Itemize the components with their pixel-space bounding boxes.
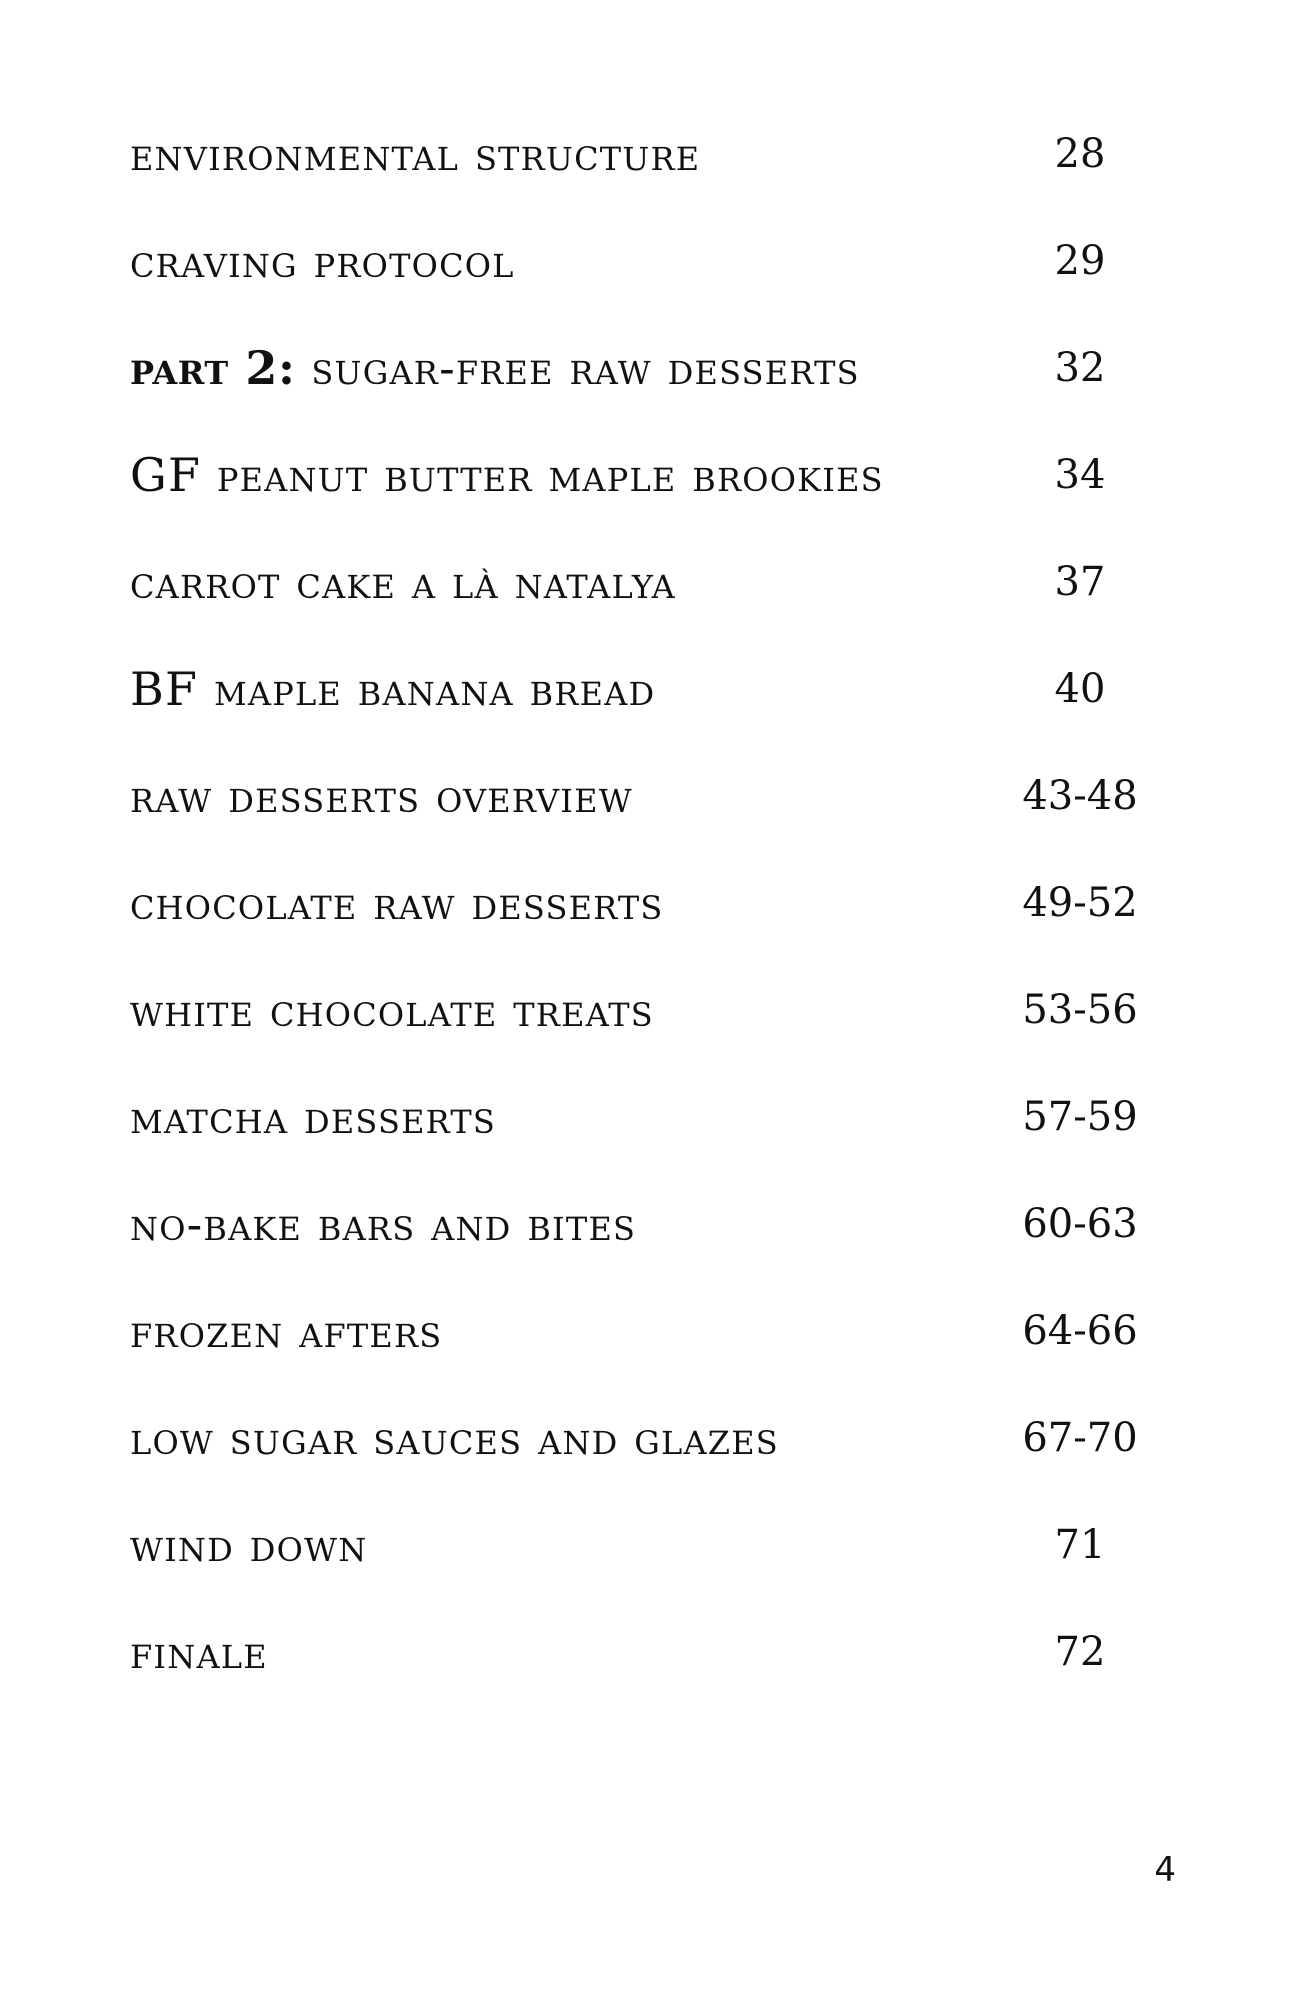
toc-entry-title: frozen afters bbox=[130, 1304, 443, 1358]
toc-entry-craving-protocol bbox=[0, 207, 1294, 315]
toc-entry-low-sugar-sauces-and-glazes bbox=[0, 1384, 1294, 1492]
toc-entry-title: BF maple banana bread bbox=[130, 662, 656, 716]
toc-entry-page: 29 bbox=[1054, 238, 1106, 284]
toc-entry-title: environmental structure bbox=[130, 127, 701, 181]
toc-entry-page: 64-66 bbox=[1022, 1308, 1138, 1354]
toc-entry-title: finale bbox=[130, 1625, 268, 1679]
toc-entry-title bbox=[130, 342, 1010, 394]
part-title: sugar-free raw desserts bbox=[295, 341, 860, 395]
toc-entry-wind-down bbox=[0, 1491, 1294, 1599]
toc-entry-title: low sugar sauces and glazes bbox=[130, 1411, 779, 1465]
toc-entry-page: 67-70 bbox=[1022, 1415, 1138, 1461]
toc-entry-white-chocolate-treats bbox=[0, 956, 1294, 1064]
toc-entry-part-2 bbox=[0, 314, 1294, 422]
toc-entry-page: 43-48 bbox=[1022, 773, 1138, 819]
toc-entry-title: wind down bbox=[130, 1518, 368, 1572]
toc-entry-page: 37 bbox=[1054, 559, 1106, 605]
toc-entry-title: craving protocol bbox=[130, 234, 515, 288]
toc-entry-title: GF peanut butter maple brookies bbox=[130, 448, 884, 502]
part-label: part 2: bbox=[130, 341, 296, 395]
toc-entry-page: 32 bbox=[1054, 345, 1106, 391]
toc-entry-page: 28 bbox=[1054, 131, 1106, 177]
toc-entry-finale bbox=[0, 1598, 1294, 1706]
toc-entry-title: carrot cake a là natalya bbox=[130, 555, 676, 609]
toc-entry-title: white chocolate treats bbox=[130, 983, 654, 1037]
toc-entry-page: 72 bbox=[1054, 1629, 1106, 1675]
toc-entry-environmental-structure bbox=[0, 100, 1294, 208]
toc-entry-frozen-afters bbox=[0, 1277, 1294, 1385]
toc-entry-page: 49-52 bbox=[1022, 880, 1138, 926]
toc-entry-bf-maple-banana-bread bbox=[0, 635, 1294, 743]
toc-entry-page: 71 bbox=[1054, 1522, 1106, 1568]
toc-entry-title: no-bake bars and bites bbox=[130, 1197, 637, 1251]
toc-entry-title: raw desserts overview bbox=[130, 769, 633, 823]
toc-entry-page: 57-59 bbox=[1022, 1094, 1138, 1140]
toc-entry-no-bake-bars-and-bites bbox=[0, 1170, 1294, 1278]
toc-entry-page: 53-56 bbox=[1022, 987, 1138, 1033]
toc-entry-page: 34 bbox=[1054, 452, 1106, 498]
toc-entry-carrot-cake bbox=[0, 528, 1294, 636]
toc-entry-title: chocolate raw desserts bbox=[130, 876, 664, 930]
toc-entry-page: 60-63 bbox=[1022, 1201, 1138, 1247]
toc-entry-raw-desserts-overview bbox=[0, 742, 1294, 850]
toc-entry-chocolate-raw-desserts bbox=[0, 849, 1294, 957]
toc-entry-title: matcha desserts bbox=[130, 1090, 497, 1144]
page-number: 4 bbox=[1154, 1850, 1176, 1890]
toc-entry-matcha-desserts bbox=[0, 1063, 1294, 1171]
toc-entry-gf-peanut-butter-maple-brookies bbox=[0, 421, 1294, 529]
toc-entry-page: 40 bbox=[1054, 666, 1106, 712]
